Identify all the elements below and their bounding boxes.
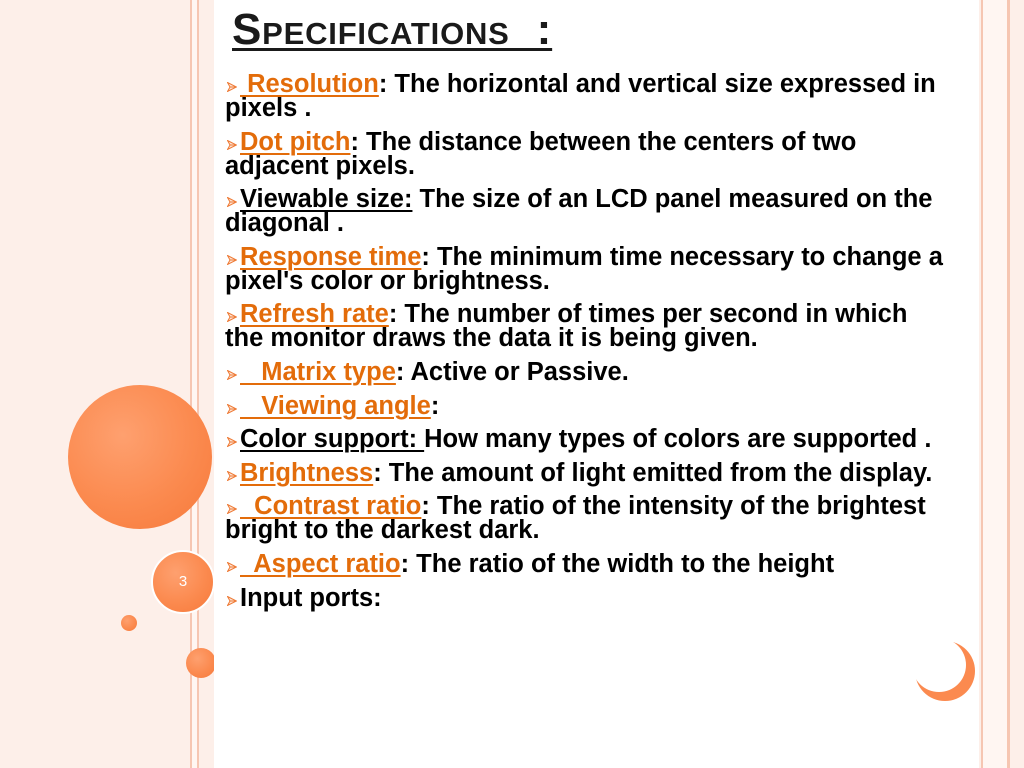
right-band-line [1007, 0, 1010, 768]
arrowhead-bullet-icon [225, 562, 240, 572]
term-viewable-size: Viewable size: [240, 185, 413, 214]
description-aspect-ratio: : The ratio of the width to the height [400, 549, 835, 578]
term-response-time-link[interactable]: Response time [240, 242, 422, 271]
term-color-support: Color support: [240, 425, 425, 454]
term-dot-pitch-link[interactable]: Dot pitch [240, 127, 351, 156]
description-response-time: : The minimum time necessary to change a pixel's color or brightness. [225, 242, 950, 295]
description-brightness: : The amount of light emitted from the display. [373, 458, 933, 487]
arrowhead-bullet-icon [225, 140, 240, 150]
bullet-item-response-time [225, 242, 950, 295]
arrowhead-bullet-icon [225, 404, 240, 414]
decorative-small-circle [121, 615, 137, 631]
bullet-item-contrast-ratio [225, 492, 950, 545]
term-contrast-ratio-link[interactable]: Contrast ratio [240, 492, 422, 521]
arrowhead-bullet-icon [225, 197, 240, 207]
description-resolution: : The horizontal and vertical size expressed in pixels . [225, 70, 943, 122]
bullet-item-color-support [225, 425, 950, 454]
term-brightness-link[interactable]: Brightness [240, 458, 374, 487]
slide-number-badge [151, 550, 215, 614]
arrowhead-bullet-icon [225, 596, 240, 606]
bullet-item-input-ports [225, 583, 950, 612]
description-viewing-angle: : [430, 391, 440, 420]
arrowhead-bullet-icon [225, 437, 240, 447]
arrowhead-bullet-icon [225, 312, 240, 322]
bullet-item-viewing-angle [225, 391, 950, 420]
arrowhead-bullet-icon [225, 82, 240, 92]
term-refresh-rate-link[interactable]: Refresh rate [240, 300, 389, 329]
term-viewing-angle-link[interactable]: Viewing angle [240, 391, 431, 420]
arrowhead-bullet-icon [225, 471, 240, 481]
slide-number: 3 [178, 572, 188, 590]
decorative-half-circle [186, 648, 216, 678]
bullet-item-brightness [225, 458, 950, 487]
bullet-item-aspect-ratio [225, 549, 950, 578]
description-contrast-ratio: : The ratio of the intensity of the brightest bright to the darkest dark. [225, 492, 933, 545]
description-input-ports: Input ports: [240, 583, 382, 612]
bullet-item-refresh-rate [225, 300, 950, 353]
right-band-gap [983, 0, 1007, 768]
description-viewable-size: The size of an LCD panel measured on the diagonal . [225, 185, 940, 238]
bullet-item-resolution [225, 72, 950, 120]
term-matrix-type-link[interactable]: Matrix type [240, 357, 396, 386]
decorative-crescent-mask [912, 638, 966, 692]
description-refresh-rate: : The number of times per second in which the monitor draws the data it is being given. [225, 300, 915, 353]
description-dot-pitch: : The distance between the centers of two adjacent pixels. [225, 127, 864, 180]
bullet-item-matrix-type [225, 357, 950, 386]
description-matrix-type: : Active or Passive. [395, 357, 629, 386]
term-aspect-ratio-link[interactable]: Aspect ratio [240, 549, 401, 578]
term-resolution-link[interactable]: Resolution [240, 70, 379, 98]
decorative-large-circle [68, 385, 212, 529]
slide-title: Specifications : [232, 5, 553, 54]
description-color-support: How many types of colors are supported . [424, 425, 932, 454]
arrowhead-bullet-icon [225, 370, 240, 380]
bullet-item-dot-pitch [225, 127, 950, 180]
bullet-list [225, 72, 950, 619]
bullet-item-viewable-size [225, 185, 950, 238]
arrowhead-bullet-icon [225, 504, 240, 514]
arrowhead-bullet-icon [225, 255, 240, 265]
